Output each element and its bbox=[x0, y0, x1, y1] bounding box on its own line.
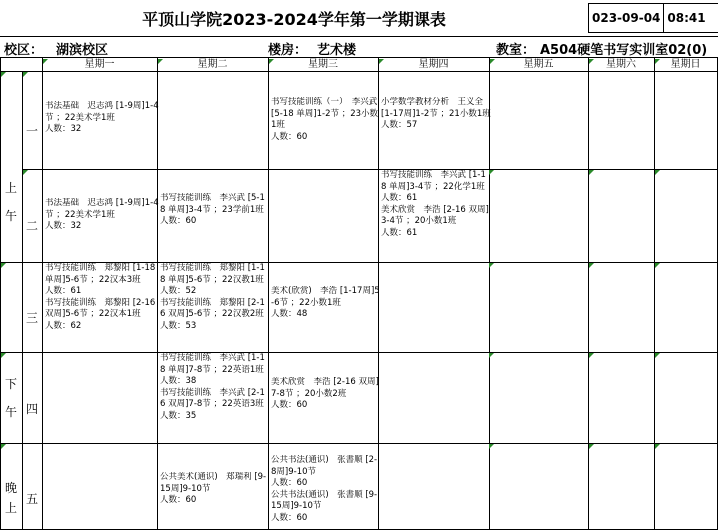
print-date: 023-09-04 bbox=[592, 11, 661, 25]
half-label-morning: 上 午 bbox=[4, 181, 17, 223]
print-timestamp bbox=[588, 3, 718, 33]
period-number: 一 bbox=[25, 124, 38, 138]
course-cell-p2-mon: 书法基础 迟志鸿 [1-9周]1-4节 ；22美术学1班 人数：32 bbox=[45, 198, 159, 231]
cell-marker bbox=[269, 59, 274, 64]
cell-marker bbox=[23, 72, 28, 77]
course-cell-p5-wed: 公共书法(通识) 张書顺 [2-8周]9-10节 人数：60 公共书法(通识) 张書顺 [9-15周]9-10节 人数：60 bbox=[271, 455, 378, 523]
cell-marker bbox=[1, 263, 6, 268]
day-header-fri: 星期五 bbox=[523, 59, 554, 70]
cell-marker bbox=[490, 59, 495, 64]
day-header-sun: 星期日 bbox=[670, 59, 701, 70]
period-number: 五 bbox=[25, 492, 38, 506]
cell-marker bbox=[655, 59, 660, 64]
half-label-afternoon: 下 午 bbox=[4, 377, 17, 419]
info-row bbox=[0, 36, 718, 58]
course-cell-p3-tue: 书写技能训练 郑黎阳 [1-18 单周]5-6节 ；22汉教1班 人数：52 书写技能训练 郑黎阳 [2-16 双周]5-6节 ；22汉教2班 人数：53 bbox=[160, 263, 265, 331]
period-number: 四 bbox=[25, 402, 38, 416]
half-label-evening: 晚 上 bbox=[4, 481, 17, 515]
course-cell-p4-tue: 书写技能训练 李兴武 [1-18 单周]7-8节 ；22英语1班 人数：38 书写技能训练 李兴武 [2-16 双周]7-8节 ；22英语3班 人数：35 bbox=[160, 353, 265, 421]
cell-marker bbox=[43, 59, 48, 64]
day-header-wed: 星期三 bbox=[308, 59, 338, 70]
course-cell-p3-mon: 书写技能训练 郑黎阳 [1-18 单周]5-6节 ；22汉本3班 人数：61 书写技能训练 郑黎阳 [2-16 双周]5-6节 ；22汉本1班 人数：62 bbox=[45, 263, 156, 331]
campus-value: 湖滨校区 bbox=[56, 43, 109, 58]
campus-label: 校区： bbox=[4, 43, 44, 58]
course-cell-p3-wed: 美术(欣赏) 李浩 [1-17周]5-6节 ；22小数1班 人数：48 bbox=[271, 286, 380, 319]
building-label: 楼房： bbox=[268, 43, 308, 58]
cell-marker bbox=[589, 353, 594, 358]
day-header-sat: 星期六 bbox=[606, 59, 636, 70]
cell-marker bbox=[489, 263, 494, 268]
course-cell-p2-tue: 书写技能训练 李兴武 [5-18 单周]3-4节 ；23学前1班 人数：60 bbox=[160, 193, 265, 226]
cell-marker bbox=[1, 72, 6, 77]
cell-marker bbox=[1, 353, 6, 358]
cell-marker bbox=[589, 263, 594, 268]
cell-marker bbox=[655, 353, 660, 358]
room-label: 教室： bbox=[496, 43, 536, 58]
day-header-mon: 星期一 bbox=[84, 59, 115, 70]
cell-marker bbox=[589, 59, 594, 64]
course-cell-p2-thu: 书写技能训练 李兴武 [1-18 单周]3-4节 ；22化学1班 人数：61 美术欣赏 李浩 [2-16 双周]3-4节 ；20小数1班 人数：61 bbox=[381, 170, 489, 238]
period-number: 三 bbox=[25, 311, 38, 325]
period-number: 二 bbox=[25, 219, 38, 233]
cell-marker bbox=[655, 170, 660, 175]
cell-marker bbox=[379, 59, 384, 64]
day-header-thu: 星期四 bbox=[418, 59, 449, 70]
room-value: A504硬笔书写实训室02(0) bbox=[540, 43, 708, 58]
course-cell-p1-wed: 书写技能训练（一） 李兴武 [5-18 单周]1-2节 ；23小数1班 人数：60 bbox=[271, 97, 379, 142]
cell-marker bbox=[655, 444, 660, 449]
cell-marker bbox=[489, 353, 494, 358]
course-cell-p1-mon: 书法基础 迟志鸿 [1-9周]1-4节 ；22美术学1班 人数：32 bbox=[45, 101, 159, 134]
cell-marker bbox=[589, 444, 594, 449]
course-cell-p4-wed: 美术欣赏 李浩 [2-16 双周]7-8节 ；20小数2班 人数：60 bbox=[271, 377, 379, 410]
course-cell-p1-thu: 小学数学教材分析 王义全 [1-17周]1-2节 ；21小数1班 人数：57 bbox=[381, 97, 491, 130]
building-value: 艺术楼 bbox=[317, 43, 357, 58]
cell-marker bbox=[655, 263, 660, 268]
course-cell-p5-tue: 公共美术(通识) 郑瑞利 [9-15周]9-10节 人数：60 bbox=[160, 472, 267, 505]
cell-marker bbox=[589, 170, 594, 175]
cell-marker bbox=[158, 59, 163, 64]
page-title: 平顶山学院2023-2024学年第一学期课表 bbox=[142, 9, 446, 29]
day-header-tue: 星期二 bbox=[197, 59, 228, 70]
print-time: 08:41 bbox=[663, 4, 705, 32]
cell-marker bbox=[1, 444, 6, 449]
cell-marker bbox=[489, 444, 494, 449]
cell-marker bbox=[23, 170, 28, 175]
